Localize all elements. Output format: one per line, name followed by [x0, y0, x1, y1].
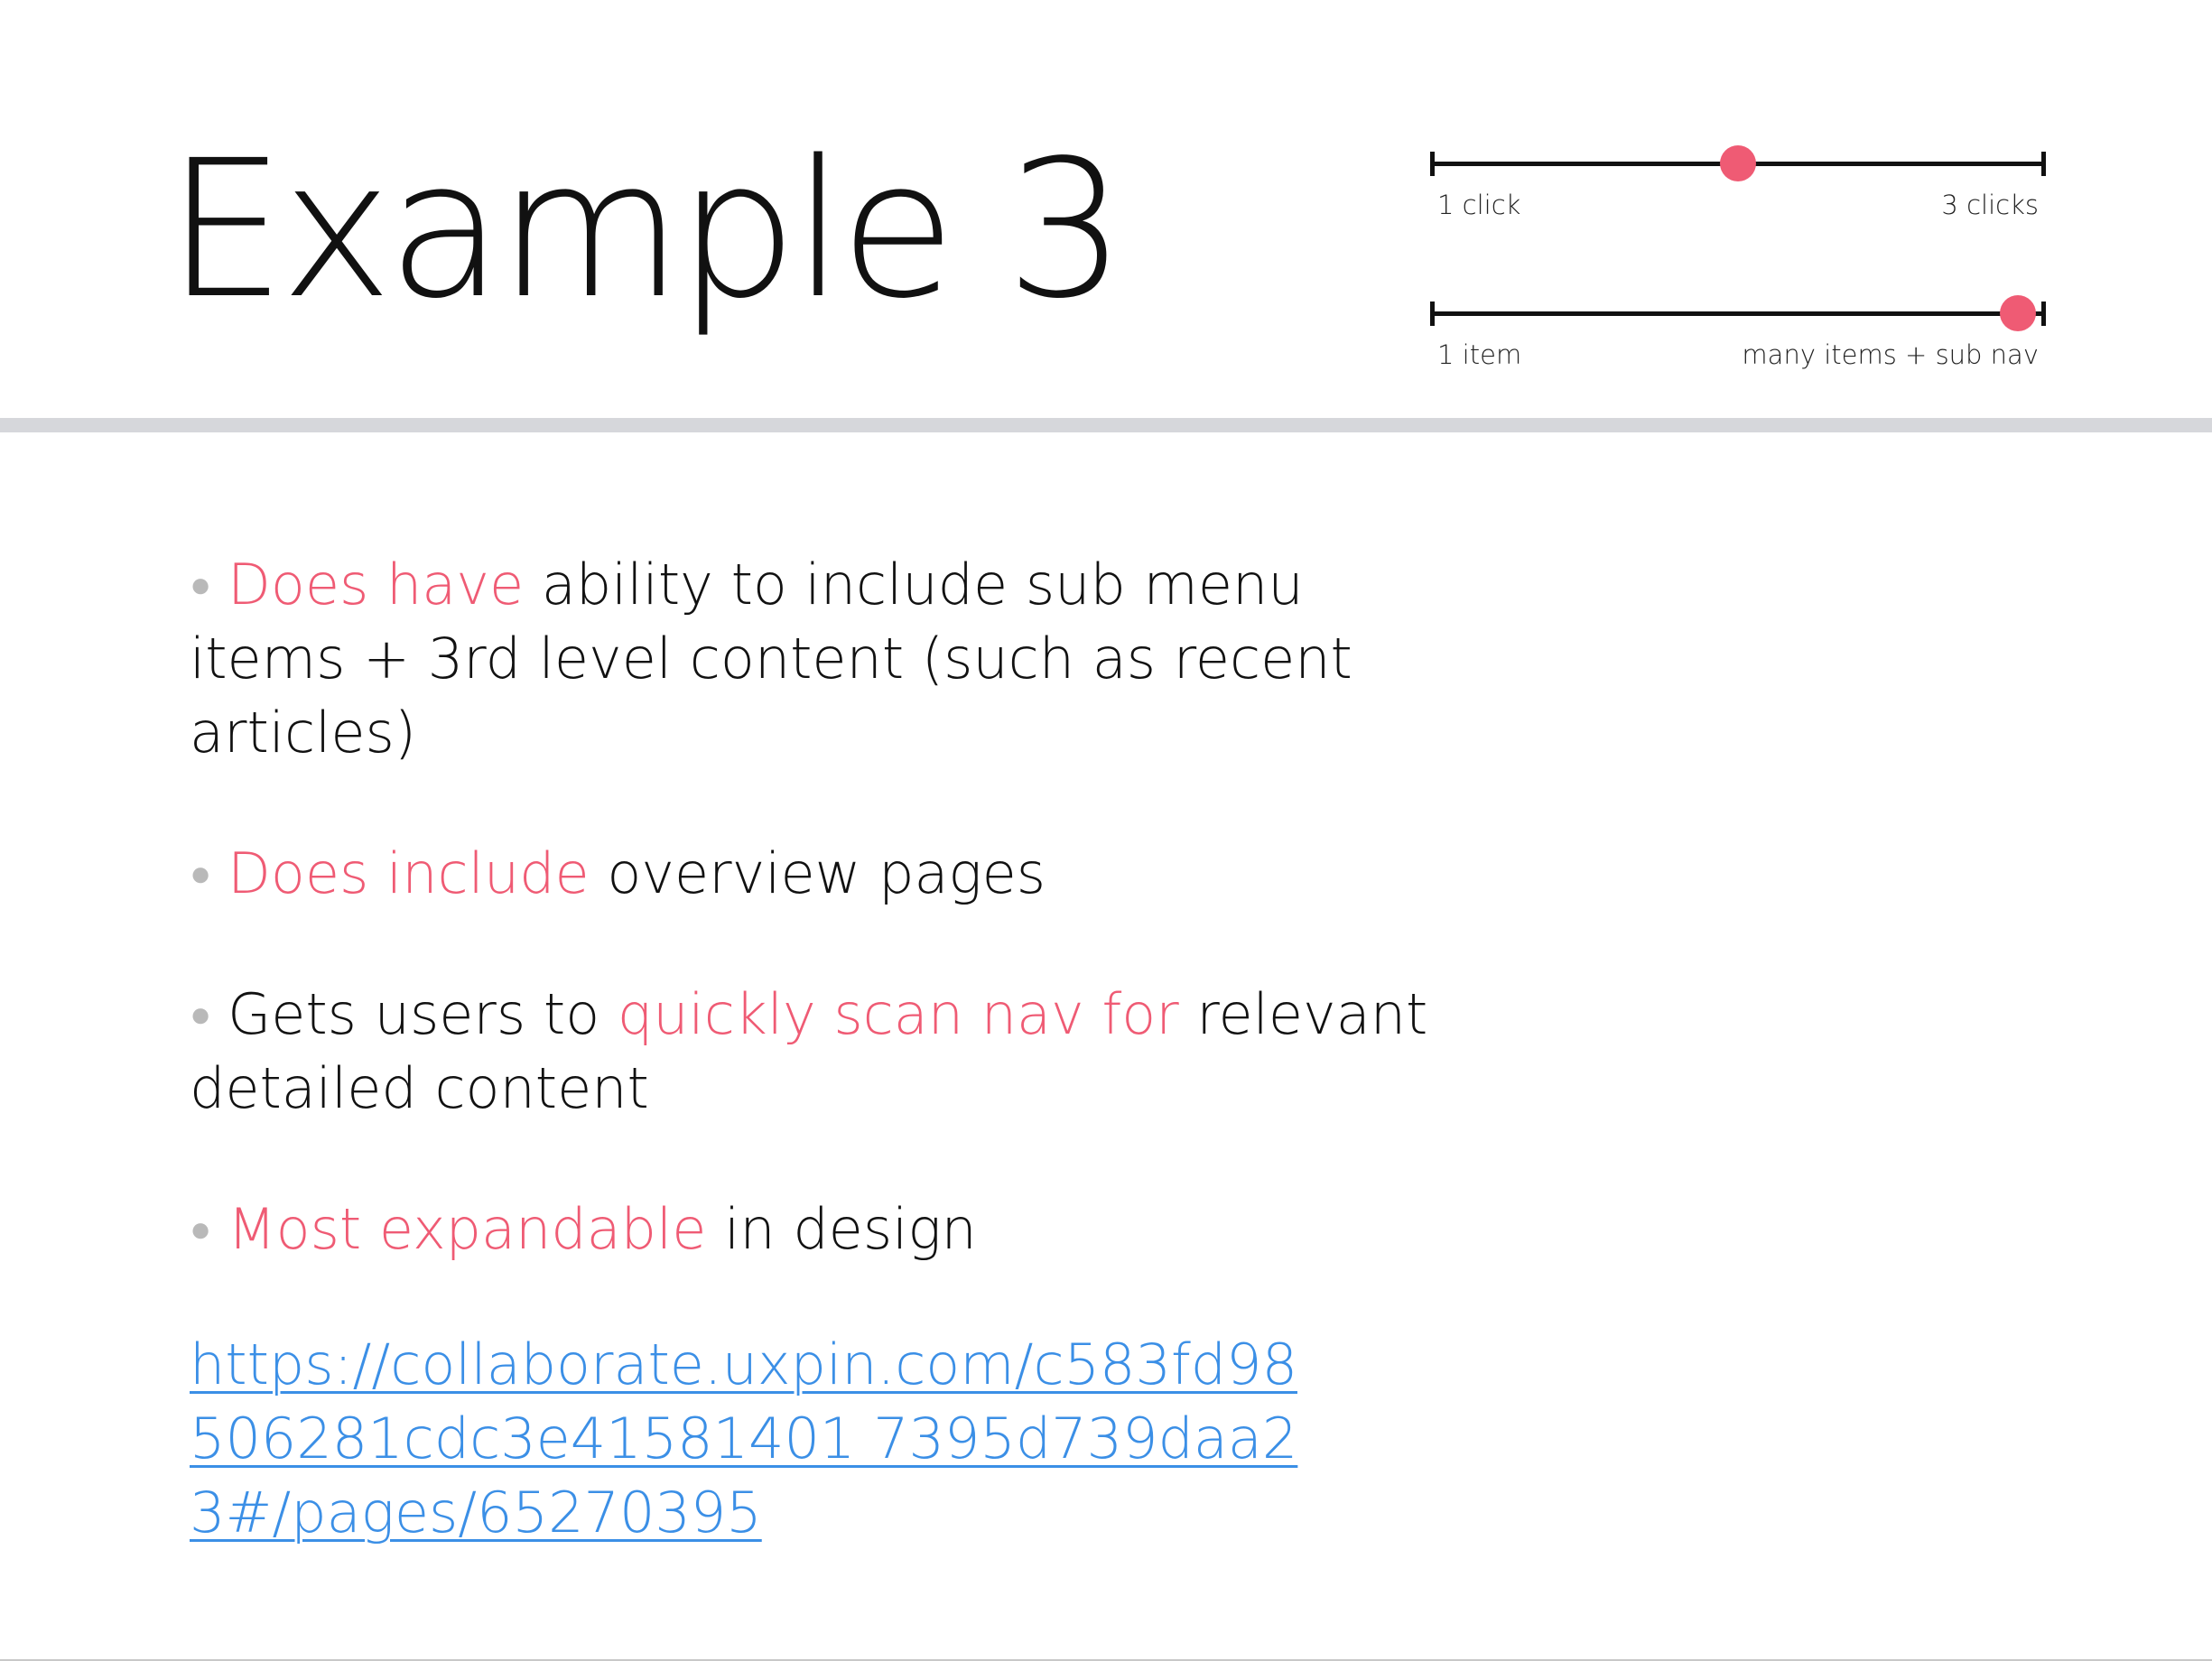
scale-max-label: many items + sub nav [1742, 339, 2039, 370]
highlight-text: Most expandable [228, 1196, 707, 1262]
highlight-text: Does have [228, 552, 525, 617]
clicks-scale [1430, 144, 2046, 226]
scale-marker [2000, 295, 2036, 331]
bullet-point-overview [190, 837, 1454, 911]
body-text: ability to include sub menu items + 3rd level content (such as recent articles) [190, 552, 1352, 766]
scale-track [1430, 311, 2046, 316]
scale-marker [1720, 145, 1756, 181]
bullet-dot-icon: ● [190, 564, 212, 606]
scale-start-cap [1430, 302, 1435, 326]
scale-end-cap [2041, 152, 2046, 176]
bullet-point-expandable [190, 1192, 1454, 1267]
scale-start-cap [1430, 152, 1435, 176]
body-text: in design [706, 1196, 977, 1262]
scale-max-label: 3 clicks [1941, 190, 2039, 220]
body-text: Gets users to [228, 981, 618, 1047]
header-divider [0, 418, 2212, 432]
bullet-point-sub-menu [190, 548, 1454, 770]
bullet-point-scan-nav [190, 978, 1454, 1126]
highlight-text: quickly scan nav for [617, 981, 1179, 1047]
slide-title: Example 3 [166, 119, 1121, 340]
items-scale [1430, 294, 2046, 376]
body-text: relevant detailed content [190, 981, 1428, 1121]
scale-end-cap [2041, 302, 2046, 326]
body-text: overview pages [589, 840, 1046, 906]
scale-min-label: 1 item [1437, 339, 1522, 370]
prototype-link[interactable]: https://collaborate.uxpin.com/c583fd98506281cdc3e41581401 7395d739daa23#/pages/65270395 [190, 1332, 1298, 1545]
bullet-dot-icon: ● [190, 994, 212, 1035]
highlight-text: Does include [228, 840, 590, 906]
bullet-list [190, 548, 1454, 1550]
bullet-dot-icon: ● [190, 853, 212, 895]
scale-min-label: 1 click [1437, 190, 1521, 220]
bullet-dot-icon: ● [190, 1209, 212, 1250]
